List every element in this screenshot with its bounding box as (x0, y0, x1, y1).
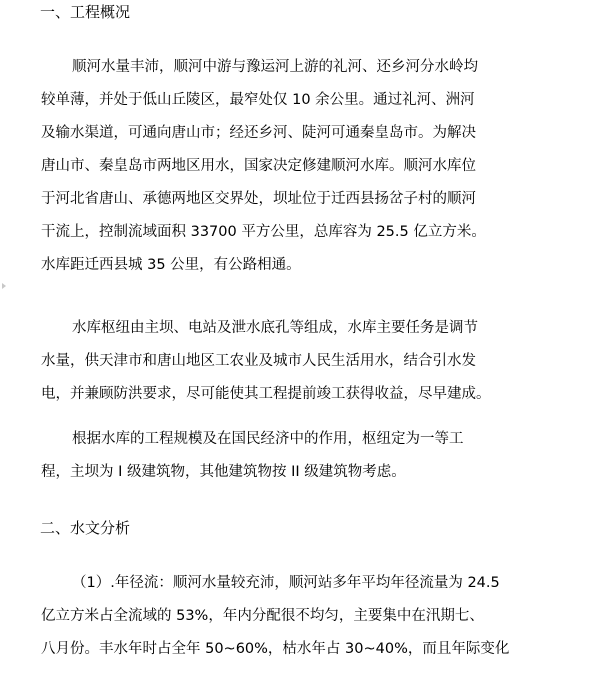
text-line: 及输水渠道，可通向唐山市；经还乡河、陡河可通秦皇岛市。为解决 (41, 125, 476, 141)
margin-marker-icon (2, 283, 6, 289)
text-line: 八月份。丰水年时占全年 50~60%，枯水年占 30~40%，而且年际变化 (41, 641, 510, 657)
text-line: 于河北省唐山、承德两地区交界处，坝址位于迁西县扬岔子村的顺河 (41, 191, 476, 207)
section-heading-hydrology: 二、水文分析 (40, 519, 131, 537)
text-line: 干流上，控制流域面积 33700 平方公里，总库容为 25.5 亿立方米。 (41, 224, 486, 240)
text-line: 唐山市、秦皇岛市两地区用水，国家决定修建顺河水库。顺河水库位 (41, 158, 476, 174)
text-line: 电，并兼顾防洪要求，尽可能使其工程提前竣工获得收益，尽早建成。 (41, 386, 491, 402)
text-line: 程，主坝为 I 级建筑物，其他建筑物按 II 级建筑物考虑。 (41, 464, 406, 480)
text-line: 水库枢纽由主坝、电站及泄水底孔等组成，水库主要任务是调节 (72, 320, 478, 336)
text-line: 根据水库的工程规模及在国民经济中的作用，枢纽定为一等工 (72, 431, 464, 447)
text-line: （1）.年径流：顺河水量较充沛，顺河站多年平均年径流量为 24.5 (72, 575, 500, 591)
text-line: 水量，供天津市和唐山地区工农业及城市人民生活用水，结合引水发 (41, 353, 476, 369)
text-line: 较单薄，并处于低山丘陵区，最窄处仅 10 余公里。通过礼河、洲河 (41, 92, 475, 108)
text-line: 水库距迁西县城 35 公里，有公路相通。 (41, 257, 301, 273)
text-line: 亿立方米占全流域的 53%，年内分配很不均匀，主要集中在汛期七、 (41, 608, 484, 624)
section-heading-overview: 一、工程概况 (40, 3, 131, 21)
text-line: 顺河水量丰沛，顺河中游与豫运河上游的礼河、还乡河分水岭均 (72, 59, 478, 75)
